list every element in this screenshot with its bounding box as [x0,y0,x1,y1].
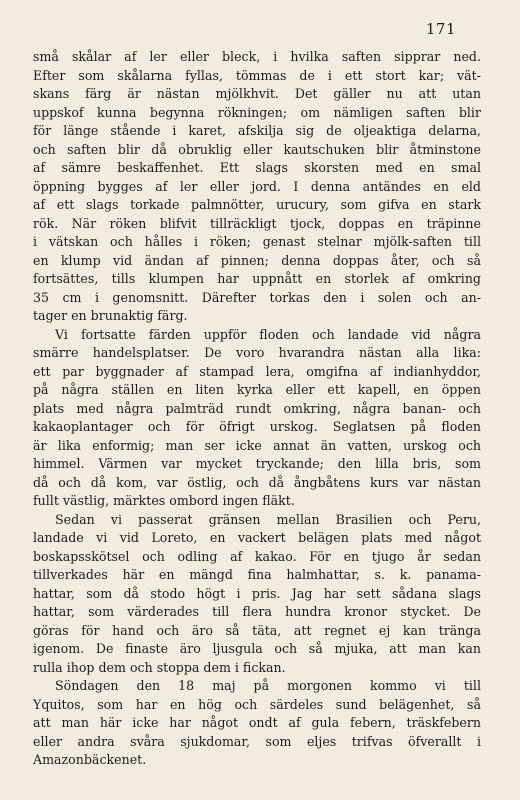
text-line: fullt västlig, märktes ombord ingen fläkt. [33,493,295,508]
text-line: göras för hand och äro så täta, att regnet ej kan tränga [33,622,481,638]
text-line: är lika enformig; man ser icke annat än vatten, urskog och [33,437,481,453]
text-line: rulla ihop dem och stoppa dem i fickan. [33,659,286,675]
text-line: Vi fortsatte färden uppför floden och landade vid några [55,326,481,342]
text-line: hattar, som då stodo högt i pris. Jag har sett sådana slags [33,585,481,601]
text-line: då och då kom, var östlig, och då ångbåtens kurs var nästan [33,474,481,490]
text-line: boskapsskötsel och odling af kakao. För en tjugo år sedan [33,548,481,564]
text-line: smärre handelsplatser. De voro hvarandra nästan alla lika: [33,345,481,360]
text-line: kakaoplantager och för öfrigt urskog. Seglatsen på floden [33,419,481,434]
text-line: Sedan vi passerat gränsen mellan Brasilien och Peru, [55,511,481,527]
text-line: och saften blir då obruklig eller kautschuken blir åtminstone [33,141,481,157]
text-line: hattar, som värderades till flera hundra kronor stycket. De [33,604,481,619]
text-line: fortsättes, tills klumpen har uppnått en storlek af omkring [33,271,481,286]
text-line: af sämre beskaffenhet. Ett slags skorsten med en smal [33,160,481,175]
text-line: 35 cm i genomsnitt. Därefter torkas den i solen och an- [33,289,481,305]
text-line: i vätskan och hålles i röken; genast stelnar mjölk-saften till [33,234,481,249]
text-line: små skålar af ler eller bleck, i hvilka saften sipprar ned. [33,49,481,64]
text-line: skans färg är nästan mjölkhvit. Det gäller nu att utan [33,86,481,101]
text-line: Yquitos, som har en hög och särdeles sund belägenhet, så [33,696,481,712]
text-line: eller andra svåra sjukdomar, som eljes trifvas öfverallt i [33,733,481,749]
text-line: uppskof kunna begynna rökningen; om nämligen saften blir [33,104,481,120]
text-line: Efter som skålarna fyllas, tömmas de i ett stort kar; vät- [33,67,481,83]
text-line: Söndagen den 18 maj på morgonen kommo vi till [55,678,481,693]
text-line: himmel. Värmen var mycket tryckande; den lilla bris, som [33,456,481,471]
text-line: en klump vid ändan af pinnen; denna doppas åter, och så [33,252,481,268]
text-line: tager en brunaktig färg. [33,308,188,323]
body-text [33,48,481,770]
text-line: igenom. De finaste äro ljusgula och så mjuka, att man kan [33,641,481,656]
text-line: Amazonbäckenet. [33,752,147,767]
text-line: landade vi vid Loreto, en vackert belägen plats med något [33,530,481,545]
text-line: tillverkades här en mängd fina halmhattar, s. k. panama- [33,567,481,582]
text-line: af ett slags torkade palmnötter, urucury, som gifva en stark [33,197,481,212]
text-line: rök. När röken blifvit tillräckligt tjock, doppas en träpinne [33,215,481,231]
text-line: öppning bygges af ler eller jord. I denna antändes en eld [33,178,481,194]
text-line: ett par byggnader af stampad lera, omgifna af indianhyddor, [33,363,481,379]
text-line: på några ställen en liten kyrka eller ett kapell, en öppen [33,382,481,397]
text-line: att man här icke har något ondt af gula febern, träskfebern [33,715,481,730]
text-line: för länge stående i karet, afskilja sig de oljeaktiga delarna, [33,123,481,138]
page-number: 171 [425,20,456,38]
text-line: plats med några palmträd rundt omkring, några banan- och [33,400,481,416]
